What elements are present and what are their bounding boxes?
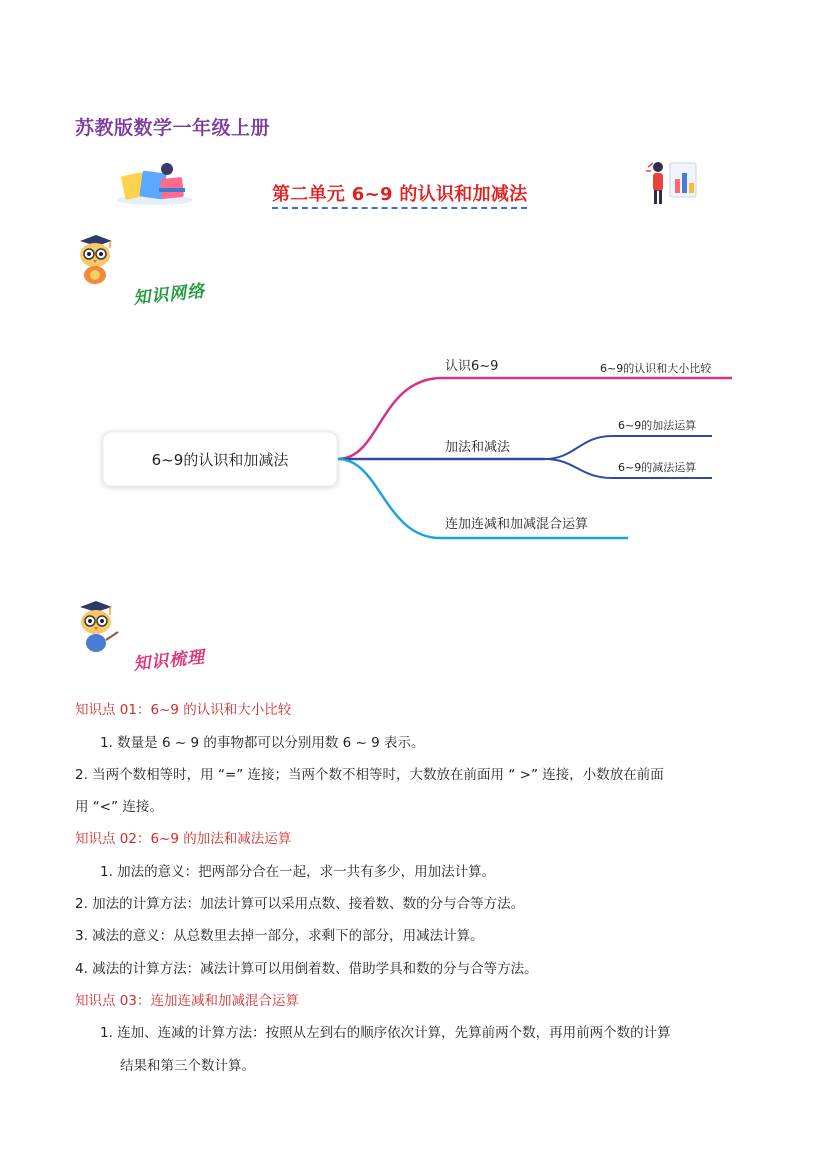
kp1-paragraph-1: 1. 数量是 6 ~ 9 的事物都可以分别用数 6 ~ 9 表示。 [100,735,425,751]
mindmap-branch3-label: 连加连减和加减混合运算 [445,517,589,532]
owl-teacher-icon [74,598,120,654]
kp2-paragraph-3: 3. 减法的意义：从总数里去掉一部分，求剩下的部分，用减法计算。 [75,928,484,944]
kp3-paragraph-1-line-2: 结果和第三个数计算。 [120,1058,255,1074]
series-title: 苏教版数学一年级上册 [75,117,271,139]
owl-mascot-icon [72,233,118,285]
knowledge-point-3-title: 知识点 03：连加连减和加减混合运算 [75,993,299,1009]
kp1-paragraph-2-line-2: 用 “<” 连接。 [75,799,163,815]
mindmap-branch1-leaf-label: 6~9的认识和大小比较 [600,362,712,375]
kp3-paragraph-1-line-1: 1. 连加、连减的计算方法：按照从左到右的顺序依次计算，先算前两个数，再用前两个数的计算 [100,1025,671,1041]
mindmap-branch2-label: 加法和减法 [445,440,511,455]
book-illustration-left [115,160,195,206]
mindmap-root-label: 6~9的认识和加减法 [151,451,289,469]
knowledge-point-2-title: 知识点 02：6~9 的加法和减法运算 [75,831,292,847]
presenter-illustration-right [640,157,702,207]
kp2-paragraph-1: 1. 加法的意义：把两部分合在一起，求一共有多少，用加法计算。 [100,864,496,880]
knowledge-network-title: 知识网络 [132,281,207,309]
knowledge-point-1-title: 知识点 01：6~9 的认识和大小比较 [75,702,292,718]
kp2-paragraph-4: 4. 减法的计算方法：减法计算可以用倒着数、借助学具和数的分与合等方法。 [75,961,538,977]
mindmap-branch2-leaf2-label: 6~9的减法运算 [618,461,697,474]
kp2-paragraph-2: 2. 加法的计算方法：加法计算可以采用点数、接着数、数的分与合等方法。 [75,896,525,912]
knowledge-summary-title: 知识梳理 [132,647,207,675]
kp1-paragraph-2-line-1: 2. 当两个数相等时，用 “=” 连接；当两个数不相等时，大数放在前面用 “ >” 连接，小数放在前面 [75,767,664,783]
mind-map [0,340,826,560]
mindmap-branch1-label: 认识6~9 [445,359,499,374]
unit-title: 第二单元 6~9 的认识和加减法 [272,180,527,209]
mindmap-branch2-leaf1-line [545,436,712,459]
mindmap-branch2-leaf1-label: 6~9的加法运算 [618,419,697,432]
